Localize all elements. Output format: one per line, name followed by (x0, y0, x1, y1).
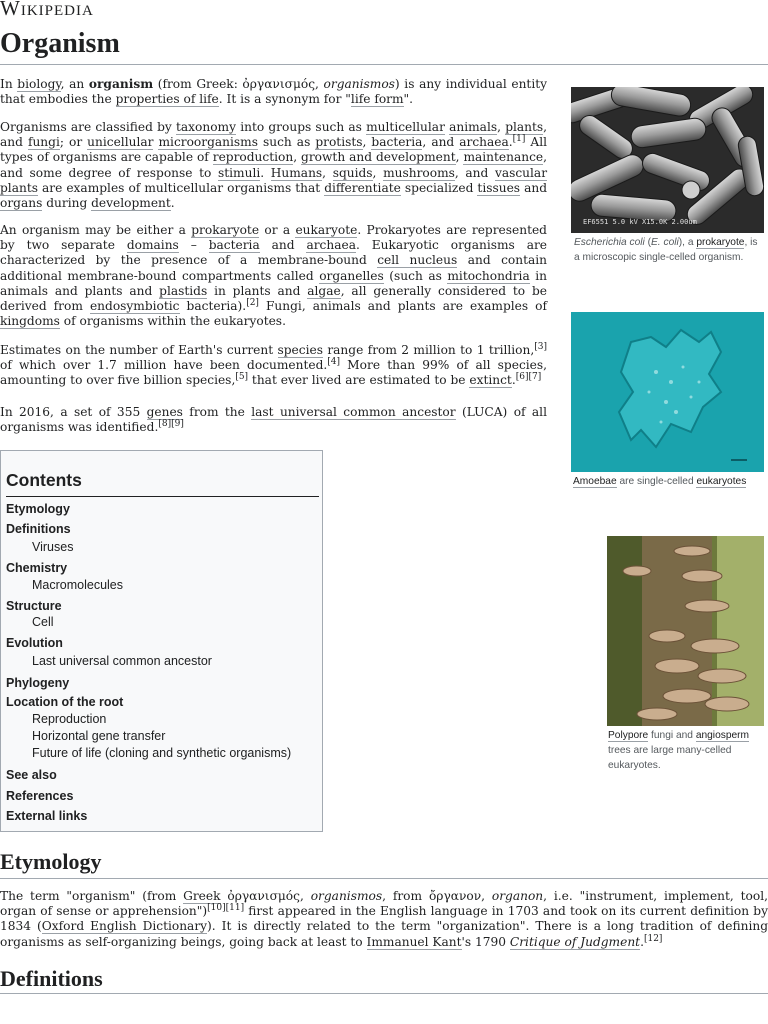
article-link[interactable]: properties of life (115, 92, 219, 107)
toc-item[interactable]: Reproduction (32, 712, 107, 726)
article-link[interactable]: extinct (469, 373, 512, 388)
toc-item[interactable]: Phylogeny (6, 676, 70, 690)
citation-ref[interactable]: [1] (512, 134, 526, 145)
ecoli-caption: Escherichia coli (E. coli), a prokaryote, is a microscopic single-celled organism. (574, 237, 758, 263)
citation-ref[interactable]: [5] (235, 372, 249, 383)
article-link[interactable]: Oxford English Dictionary (41, 919, 208, 934)
toc-item[interactable]: Horizontal gene transfer (32, 729, 166, 743)
article-link[interactable]: endosymbiotic (89, 299, 180, 314)
toc-divider (6, 496, 319, 497)
article-link[interactable]: Immanuel Kant (366, 934, 462, 949)
article-link[interactable]: domains (126, 238, 179, 253)
citation-ref[interactable]: [12] (643, 933, 663, 944)
etymology-paragraph: The term "organism" (from Greek ὀργανισμός, organismos, from ὄργανον, organon, i.e. "instrument, implement, tool, organ of sense or apprehension")[10][11] first appeared in the English language in 1703 and took on its current definition by 1834 (Oxford English Dictionary). It is directly related to the term "organization". There is a long tradition of defining organisms as self-organizing beings, going back at least to Immanuel Kant's 1790 Critique of Judgment.[12] (0, 889, 768, 949)
article-link[interactable]: growth and development (301, 150, 456, 165)
wikipedia-wordmark[interactable]: Wikipedia (0, 0, 94, 20)
citation-ref[interactable]: [2] (246, 297, 259, 308)
article-link[interactable]: life form (350, 92, 404, 107)
toc-item[interactable]: Last universal common ancestor (32, 654, 212, 668)
article-link[interactable]: taxonomy (176, 120, 237, 134)
article-link[interactable]: protists (315, 135, 363, 150)
table-of-contents (0, 450, 323, 832)
toc-item[interactable]: Cell (32, 615, 54, 629)
article-link[interactable]: unicellular (87, 135, 154, 150)
toc-item[interactable]: References (6, 789, 74, 803)
article-link[interactable]: mitochondria (447, 268, 530, 283)
article-link[interactable]: prokaryote (696, 237, 745, 248)
toc-item[interactable]: External links (6, 809, 88, 823)
article-link[interactable]: biology (17, 77, 61, 91)
ecoli-image[interactable] (571, 87, 764, 233)
toc-item[interactable]: Etymology (6, 502, 70, 516)
intro-paragraph-5: In 2016, a set of 355 genes from the last universal common ancestor (LUCA) of all organisms was identified.[8][9] (0, 405, 547, 435)
intro-paragraph-2: Organisms are classified by taxonomy into groups such as multicellular animals, plants, and fungi; or unicellular microorganisms such as protists, bacteria, and archaea.[1] All types of organisms are capable of reproduction, growth and development, maintenance, and some degree of response to stimuli. Humans, squids, mushrooms, and vascular plants are examples of multicellular organisms that differentiate specialized tissues and organs during development. (0, 120, 548, 211)
article-link[interactable]: animals (449, 120, 498, 134)
article-link[interactable]: tissues (477, 180, 521, 195)
citation-ref[interactable]: [10][11] (207, 903, 245, 914)
article-link[interactable]: angiosperm (695, 730, 750, 741)
article-link[interactable]: reproduction (212, 150, 294, 165)
polypore-caption: Polypore fungi and angiosperm trees are large many-celled eukaryotes. (608, 730, 750, 771)
article-link[interactable]: Polypore (608, 730, 649, 741)
intro-paragraph-1: In biology, an organism (from Greek: ὀργανισμός, organismos) is any individual entity that embodies the properties of life. It is a synonym for "life form". (0, 77, 547, 107)
amoeba-image[interactable] (571, 312, 764, 472)
polypore-fungi-image[interactable] (607, 536, 764, 726)
toc-item[interactable]: Structure (6, 599, 62, 613)
article-link[interactable]: kingdoms (0, 314, 60, 329)
article-link[interactable]: mushrooms (383, 165, 455, 180)
toc-item[interactable]: Chemistry (6, 561, 68, 575)
article-link[interactable]: cell nucleus (377, 253, 458, 268)
article-link[interactable]: development (91, 196, 171, 211)
article-link[interactable]: vascular plants (0, 165, 548, 195)
section-heading-etymology: Etymology (0, 849, 102, 874)
ecoli-scale-bar-text: EF6551 5.0 kV X15.0K 2.00um (583, 218, 697, 226)
article-link[interactable]: Critique of Judgment (509, 934, 641, 949)
toc-item[interactable]: See also (6, 768, 57, 782)
article-link[interactable]: multicellular (366, 120, 445, 134)
article-link[interactable]: microorganisms (158, 135, 258, 150)
article-link[interactable]: last universal common ancestor (251, 405, 456, 419)
article-link[interactable]: algae (307, 283, 341, 298)
article-link[interactable]: eukaryotes (696, 476, 747, 487)
article-link[interactable]: differentiate (324, 180, 401, 195)
article-link[interactable]: organs (0, 196, 43, 211)
toc-title: Contents (6, 470, 82, 490)
article-link[interactable]: eukaryote (295, 223, 358, 237)
article-link[interactable]: prokaryote (191, 223, 260, 237)
intro-paragraph-3: An organism may be either a prokaryote or a eukaryote. Prokaryotes are represented by two separate domains – bacteria and archaea. Eukaryotic organisms are characterized by the presence of a membrane-bound cell nucleus and contain additional membrane-bound compartments called organelles (such as mitochondria in animals and plants and plastids in plants and algae, all generally considered to be derived from endosymbiotic bacteria).[2] Fungi, animals and plants are examples of kingdoms of organisms within the eukaryotes. (0, 223, 548, 329)
article-link[interactable]: species (277, 343, 323, 357)
article-link[interactable]: stimuli (217, 165, 261, 180)
article-link[interactable]: Amoebae (573, 476, 617, 487)
title-divider (0, 64, 768, 65)
intro-paragraph-4: Estimates on the number of Earth's current species range from 2 million to 1 trillion,[3] of which over 1.7 million have been documented.[4] More than 99% of all species, amounting to over five billion species,[5] that ever lived are estimated to be extinct.[6][7] (0, 341, 548, 388)
section-heading-definitions: Definitions (0, 966, 103, 991)
etymology-divider (0, 878, 768, 879)
article-link[interactable]: Humans (270, 165, 323, 180)
article-link[interactable]: maintenance (463, 150, 544, 165)
article-link[interactable]: plastids (159, 283, 208, 298)
article-link[interactable]: squids (332, 165, 373, 180)
article-link[interactable]: bacteria (208, 238, 260, 253)
definitions-divider (0, 993, 768, 994)
citation-ref[interactable]: [4] (327, 357, 341, 368)
page-title: Organism (0, 28, 120, 59)
toc-item[interactable]: Viruses (32, 540, 74, 554)
amoeba-caption: Amoebae are single-celled eukaryotes (573, 476, 747, 487)
article-link[interactable]: bacteria (371, 135, 423, 150)
toc-item[interactable]: Macromolecules (32, 578, 124, 592)
toc-item[interactable]: Definitions (6, 522, 71, 536)
citation-ref[interactable]: [3] (534, 341, 547, 352)
article-link[interactable]: organelles (319, 268, 384, 283)
toc-item[interactable]: Evolution (6, 636, 63, 650)
toc-item[interactable]: Location of the root (6, 695, 124, 709)
article-link[interactable]: fungi (27, 135, 60, 150)
article-link[interactable]: genes (146, 405, 183, 419)
citation-ref[interactable]: [8][9] (158, 419, 184, 430)
article-link[interactable]: Greek (183, 889, 221, 903)
article-link[interactable]: plants (505, 120, 544, 134)
article-link[interactable]: archaea (459, 135, 509, 150)
article-link[interactable]: archaea (306, 238, 356, 253)
toc-item[interactable]: Future of life (cloning and synthetic organisms) (32, 746, 292, 760)
citation-ref[interactable]: [6][7] (515, 372, 542, 383)
